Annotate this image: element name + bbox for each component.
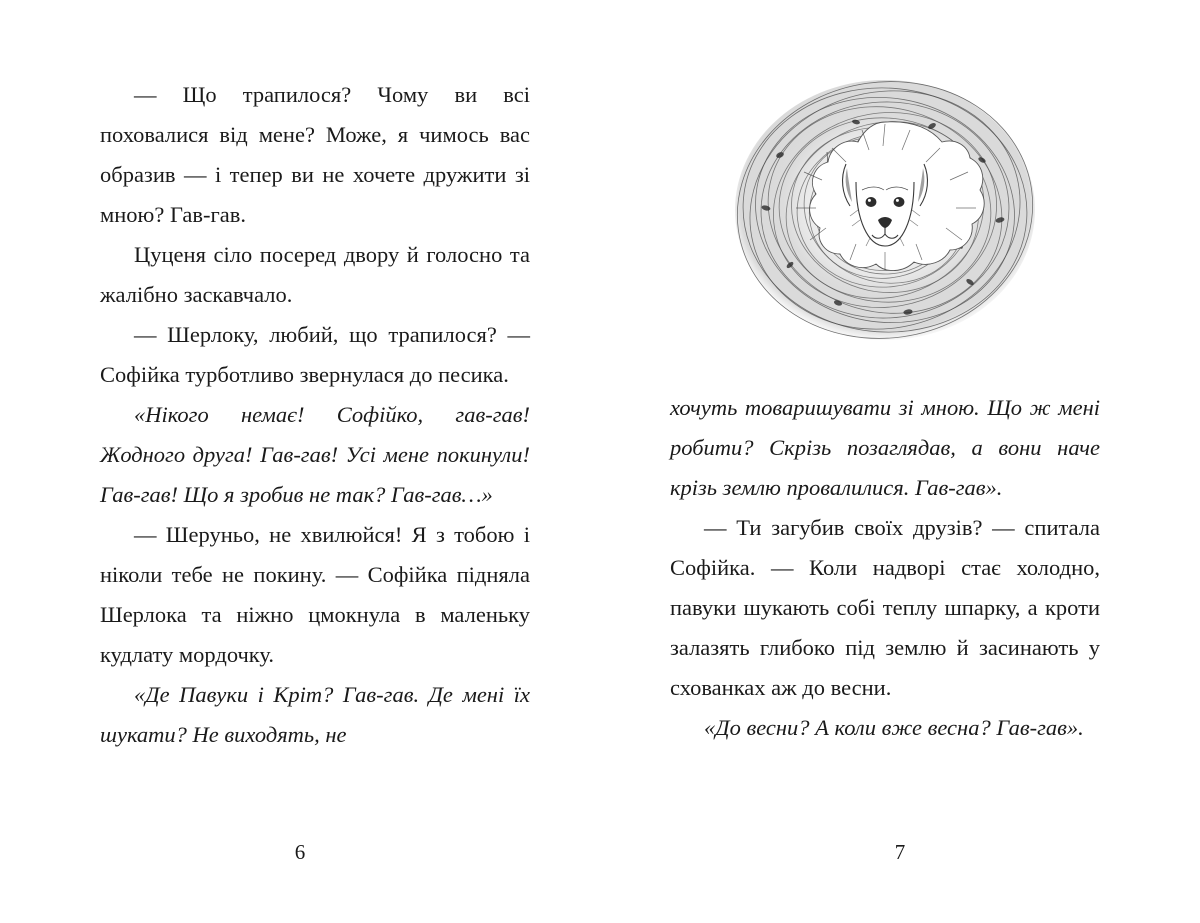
paragraph: — Шерлоку, любий, що трапилося? — Софійка турботливо звернулася до песика. bbox=[100, 322, 530, 387]
paragraph: «До весни? А коли вже весна? Гав-гав». bbox=[704, 715, 1084, 740]
page-number-right: 7 bbox=[894, 840, 906, 864]
paragraph: «Де Павуки і Кріт? Гав-гав. Де мені їх шукати? Не виходять, не bbox=[100, 682, 530, 747]
right-page bbox=[600, 0, 1200, 923]
left-page-text-column bbox=[100, 75, 530, 755]
paragraph: хочуть товаришувати зі мною. Що ж мені робити? Скрізь позаглядав, а вони наче крізь землю провалилися. Гав-гав». bbox=[670, 395, 1100, 500]
paragraph: «Нікого немає! Софійко, гав-гав! Жодного друга! Гав-гав! Усі мене покинули! Гав-гав! Що я зробив не так? Гав-гав…» bbox=[100, 402, 530, 507]
paragraph: Цуценя сіло посеред двору й голосно та жалібно заскавчало. bbox=[100, 242, 530, 307]
paragraph: — Шеруньо, не хвилюйся! Я з тобою і ніколи тебе не покину. — Софійка підняла Шерлока та ніжно цмокнула в маленьку кудлату мордочку. bbox=[100, 522, 530, 667]
page-number-left: 6 bbox=[294, 840, 306, 864]
right-page-text-column bbox=[670, 388, 1100, 748]
paragraph: — Що трапилося? Чому ви всі поховалися від мене? Може, я чимось вас образив — і тепер ви не хочете дружити зі мною? Гав-гав. bbox=[100, 82, 530, 227]
paragraph: — Ти загубив своїх друзів? — спитала Софійка. — Коли надворі стає холодно, павуки шукають собі теплу шпарку, а кроти залазять глибоко під землю й засинають у схованках аж до весни. bbox=[670, 515, 1100, 700]
puppy-in-nest-icon bbox=[670, 60, 1100, 360]
